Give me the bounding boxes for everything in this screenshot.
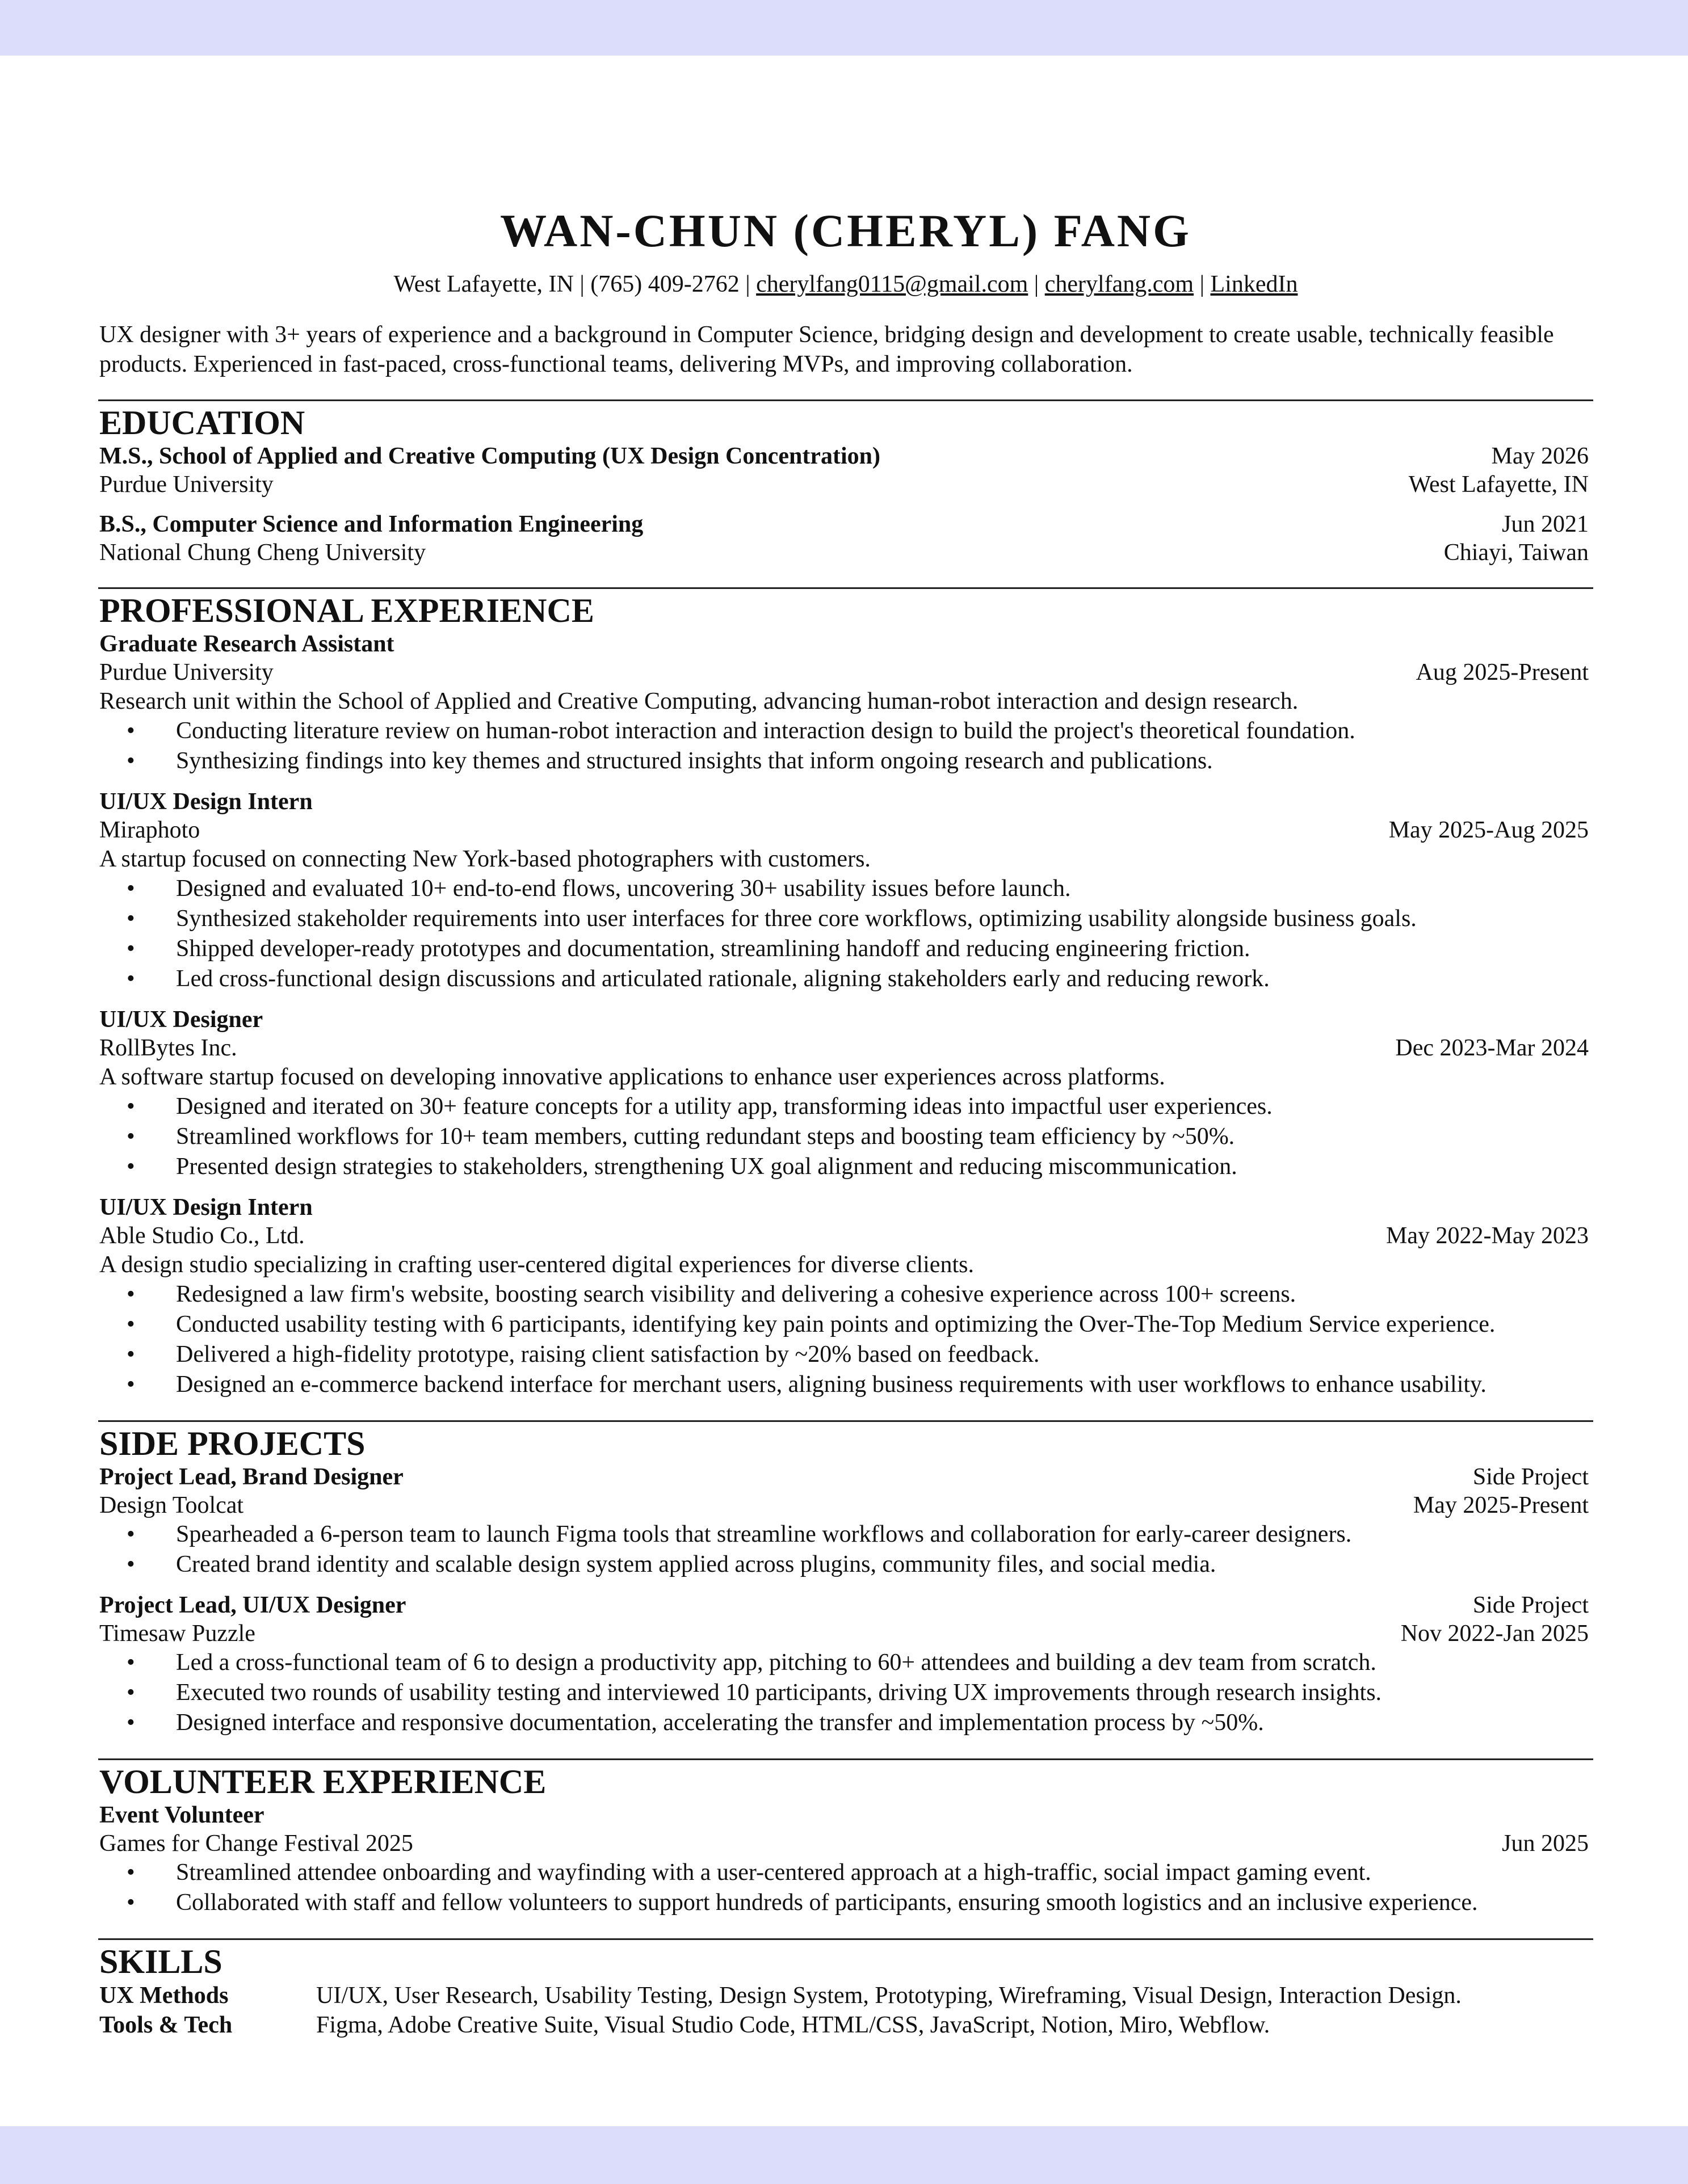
projects-section	[98, 1420, 1593, 1738]
org-description: Research unit within the School of Applied and Creative Computing, advancing human-robot interaction and design research.	[99, 688, 1299, 715]
list-item: • Streamlined workflows for 10+ team members, cutting redundant steps and boosting team efficiency by ~50%.	[98, 1122, 1593, 1152]
list-item: • Led a cross-functional team of 6 to design a productivity app, pitching to 60+ attendees and building a dev team from scratch.	[98, 1648, 1593, 1678]
list-item: • Streamlined attendee onboarding and wayfinding with a user-centered approach at a high-traffic, social impact gaming event.	[98, 1858, 1593, 1888]
bullet-dot-icon: •	[127, 1123, 135, 1150]
date-range: Nov 2022-Jan 2025	[1400, 1621, 1589, 1647]
bullet-dot-icon: •	[127, 876, 135, 902]
project-kind: Side Project	[1472, 1592, 1589, 1619]
list-item: • Spearheaded a 6-person team to launch Figma tools that streamline workflows and collaboration for early-career designers.	[98, 1520, 1593, 1550]
section-title-volunteer: VOLUNTEER EXPERIENCE	[99, 1763, 547, 1801]
bottom-background-band	[0, 2126, 1688, 2184]
contact-phone: (765) 409-2762	[590, 271, 740, 297]
separator: |	[1034, 271, 1039, 297]
bullet-list	[98, 1858, 1593, 1918]
resume-page	[0, 56, 1688, 2126]
project-role: Project Lead, UI/UX Designer	[99, 1592, 406, 1619]
education-section	[98, 399, 1593, 567]
bullet-dot-icon: •	[127, 1371, 135, 1398]
list-item: • Conducted usability testing with 6 participants, identifying key pain points and optimizing the Over-The-Top Medium Service experience.	[98, 1310, 1593, 1340]
experience-entry	[98, 788, 1593, 994]
school: National Chung Cheng University	[99, 540, 426, 566]
website-link[interactable]: cherylfang.com	[1044, 271, 1194, 297]
org-description: A software startup focused on developing innovative applications to enhance user experiences across platforms.	[99, 1064, 1165, 1091]
list-item: • Shipped developer-ready prototypes and documentation, streamlining handoff and reducing engineering friction.	[98, 934, 1593, 964]
bullet-list	[98, 874, 1593, 994]
skills-row-tools-tech	[98, 2010, 1593, 2040]
date: Jun 2025	[1502, 1830, 1589, 1857]
date-range: May 2022-May 2023	[1386, 1223, 1589, 1249]
list-item: • Created brand identity and scalable design system applied across plugins, community files, and social media.	[98, 1550, 1593, 1580]
location: Chiayi, Taiwan	[1443, 540, 1589, 566]
date-range: Dec 2023-Mar 2024	[1395, 1035, 1589, 1062]
education-entry	[98, 510, 1593, 567]
school: Purdue University	[99, 472, 274, 498]
separator: |	[580, 271, 585, 297]
bullet-dot-icon: •	[127, 966, 135, 992]
bullet-dot-icon: •	[127, 1154, 135, 1180]
list-item: • Delivered a high-fidelity prototype, raising client satisfaction by ~20% based on feedback.	[98, 1340, 1593, 1370]
org-description: A design studio specializing in crafting user-centered digital experiences for diverse clients.	[99, 1252, 974, 1278]
org-description: A startup focused on connecting New York-based photographers with customers.	[99, 846, 871, 873]
separator: |	[745, 271, 750, 297]
volunteer-role: Event Volunteer	[99, 1802, 264, 1829]
job-title: UI/UX Design Intern	[99, 1194, 313, 1221]
list-item: • Presented design strategies to stakeholders, strengthening UX goal alignment and reducing miscommunication.	[98, 1152, 1593, 1182]
bullet-list	[98, 1280, 1593, 1400]
organization: Games for Change Festival 2025	[99, 1830, 413, 1857]
list-item: • Led cross-functional design discussions and articulated rationale, aligning stakeholders early and reducing rework.	[98, 964, 1593, 994]
list-item: • Designed and iterated on 30+ feature concepts for a utility app, transforming ideas into impactful user experiences.	[98, 1092, 1593, 1122]
bullet-dot-icon: •	[127, 1551, 135, 1578]
bullet-dot-icon: •	[127, 906, 135, 932]
section-title-education: EDUCATION	[99, 404, 305, 442]
job-title: Graduate Research Assistant	[99, 631, 394, 658]
candidate-name: WAN-CHUN (CHERYL) FANG	[500, 205, 1191, 256]
bullet-dot-icon: •	[127, 1890, 135, 1916]
skills-value: UI/UX, User Research, Usability Testing, Design System, Prototyping, Wireframing, Visual Design, Interaction Design.	[316, 1983, 1462, 2009]
date: May 2026	[1491, 443, 1589, 470]
section-title-skills: SKILLS	[99, 1943, 222, 1981]
bullet-dot-icon: •	[127, 1680, 135, 1706]
bullet-dot-icon: •	[127, 748, 135, 775]
education-entry	[98, 442, 1593, 499]
skills-label: Tools & Tech	[99, 2012, 233, 2039]
list-item: • Synthesizing findings into key themes and structured insights that inform ongoing research and publications.	[98, 746, 1593, 776]
section-title-projects: SIDE PROJECTS	[99, 1425, 366, 1463]
skills-row-ux-methods	[98, 1981, 1593, 2010]
organization: Purdue University	[99, 659, 274, 686]
experience-section	[98, 587, 1593, 1400]
job-title: UI/UX Designer	[99, 1007, 263, 1033]
degree: B.S., Computer Science and Information Engineering	[99, 511, 644, 538]
project-name: Design Toolcat	[99, 1492, 244, 1519]
bullet-dot-icon: •	[127, 718, 135, 744]
skills-label: UX Methods	[99, 1983, 229, 2009]
project-entry	[98, 1463, 1593, 1580]
email-link[interactable]: cherylfang0115@gmail.com	[756, 271, 1028, 297]
bullet-list	[98, 716, 1593, 776]
bullet-dot-icon: •	[127, 1093, 135, 1120]
section-title-experience: PROFESSIONAL EXPERIENCE	[99, 592, 594, 630]
job-title: UI/UX Design Intern	[99, 789, 313, 815]
experience-entry	[98, 1193, 1593, 1400]
bullet-list	[98, 1092, 1593, 1182]
top-background-band	[0, 0, 1688, 56]
bullet-dot-icon: •	[127, 1311, 135, 1338]
volunteer-entry	[98, 1801, 1593, 1918]
organization: Miraphoto	[99, 817, 200, 844]
bullet-dot-icon: •	[127, 1521, 135, 1548]
linkedin-link[interactable]: LinkedIn	[1210, 271, 1298, 297]
list-item: • Synthesized stakeholder requirements into user interfaces for three core workflows, optimizing usability alongside business goals.	[98, 904, 1593, 934]
list-item: • Designed interface and responsive documentation, accelerating the transfer and implementation process by ~50%.	[98, 1708, 1593, 1738]
experience-entry	[98, 630, 1593, 776]
list-item: • Redesigned a law firm's website, boosting search visibility and delivering a cohesive experience across 100+ screens.	[98, 1280, 1593, 1310]
organization: RollBytes Inc.	[99, 1035, 237, 1062]
location: West Lafayette, IN	[1408, 472, 1589, 498]
experience-entry	[98, 1005, 1593, 1182]
list-item: • Designed an e-commerce backend interface for merchant users, aligning business requirements with user workflows to enhance usability.	[98, 1370, 1593, 1400]
date-range: May 2025-Aug 2025	[1388, 817, 1589, 844]
project-entry	[98, 1591, 1593, 1738]
summary-paragraph: UX designer with 3+ years of experience and a background in Computer Science, bridging design and development to create usable, technically feasible products. Experienced in fast-paced, cross-functional teams, delivering MVPs, and improving collaboration.	[99, 322, 1554, 378]
resume-content	[98, 205, 1593, 2040]
list-item: • Collaborated with staff and fellow volunteers to support hundreds of participants, ensuring smooth logistics and an inclusive experience.	[98, 1888, 1593, 1918]
volunteer-section	[98, 1758, 1593, 1918]
date-range: May 2025-Present	[1413, 1492, 1589, 1519]
list-item: • Conducting literature review on human-robot interaction and interaction design to build the project's theoretical foundation.	[98, 716, 1593, 746]
date-range: Aug 2025-Present	[1416, 659, 1589, 686]
project-kind: Side Project	[1472, 1464, 1589, 1491]
date: Jun 2021	[1502, 511, 1589, 538]
project-name: Timesaw Puzzle	[99, 1621, 255, 1647]
bullet-dot-icon: •	[127, 1859, 135, 1886]
separator: |	[1199, 271, 1205, 297]
bullet-dot-icon: •	[127, 1281, 135, 1308]
bullet-dot-icon: •	[127, 936, 135, 962]
bullet-dot-icon: •	[127, 1341, 135, 1368]
project-role: Project Lead, Brand Designer	[99, 1464, 404, 1491]
skills-section	[98, 1938, 1593, 2040]
bullet-dot-icon: •	[127, 1649, 135, 1676]
organization: Able Studio Co., Ltd.	[99, 1223, 305, 1249]
bullet-dot-icon: •	[127, 1710, 135, 1736]
skills-value: Figma, Adobe Creative Suite, Visual Studio Code, HTML/CSS, JavaScript, Notion, Miro, Webflow.	[316, 2012, 1270, 2039]
bullet-list	[98, 1520, 1593, 1580]
degree: M.S., School of Applied and Creative Computing (UX Design Concentration)	[99, 443, 880, 470]
bullet-list	[98, 1648, 1593, 1738]
contact-line	[98, 270, 1593, 298]
list-item: • Executed two rounds of usability testing and interviewed 10 participants, driving UX improvements through research insights.	[98, 1678, 1593, 1708]
contact-location: West Lafayette, IN	[393, 271, 574, 297]
list-item: • Designed and evaluated 10+ end-to-end flows, uncovering 30+ usability issues before launch.	[98, 874, 1593, 904]
